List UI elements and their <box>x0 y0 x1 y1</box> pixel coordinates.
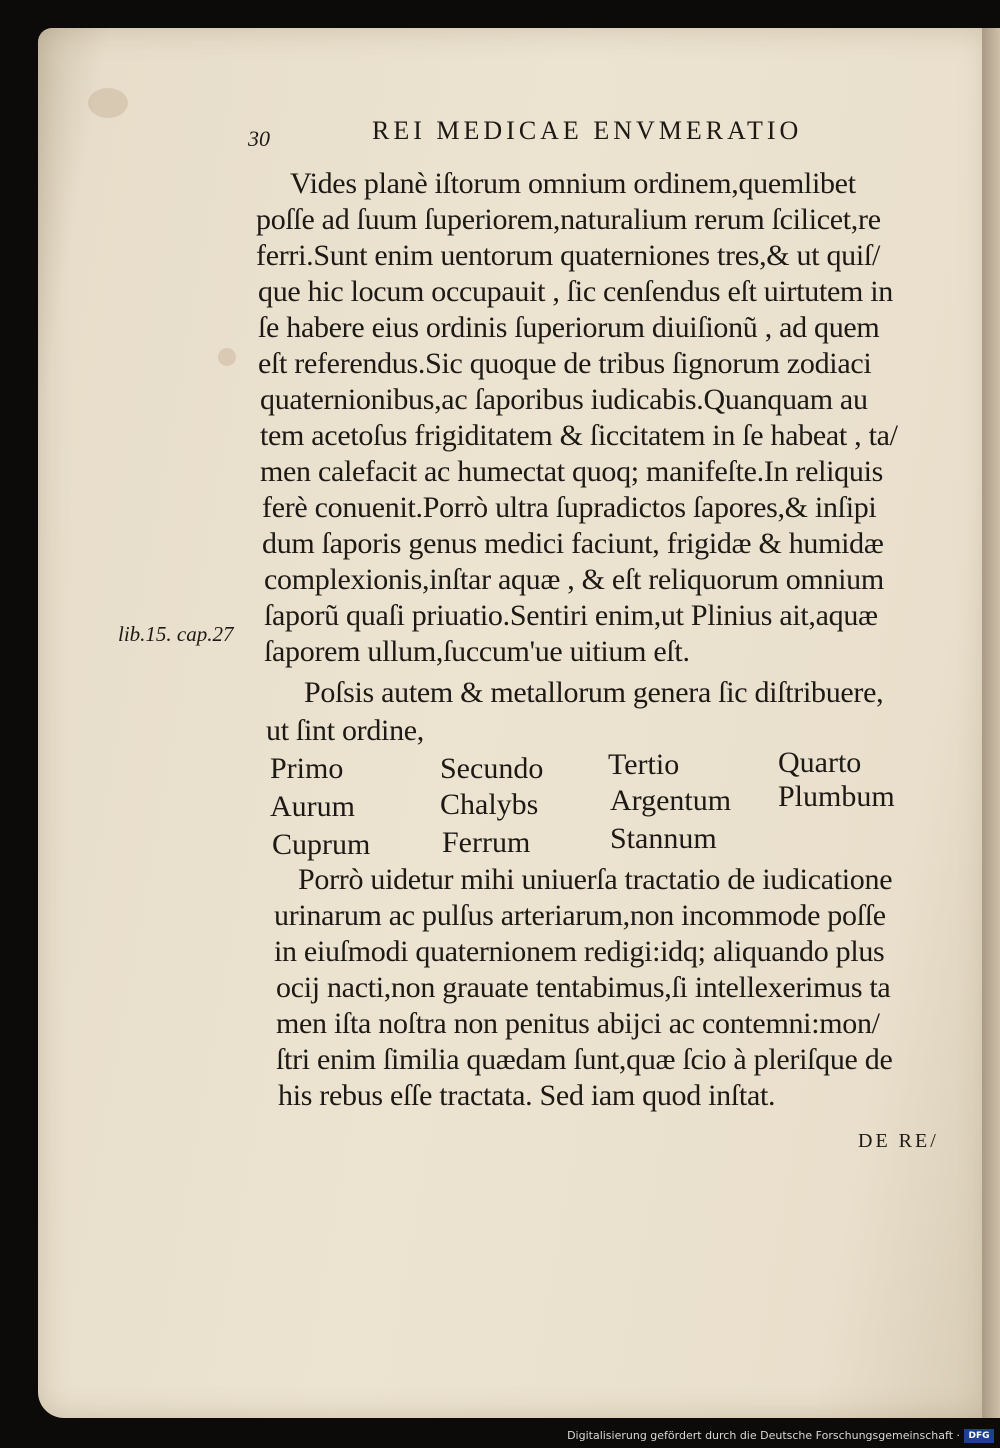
body-line: complexionis,inſtar aquæ , & eſt reliquorum omnium <box>264 563 884 596</box>
body-line: que hic locum occupauit , ſic cenſendus eſt uirtutem in <box>258 275 893 308</box>
body-line: men calefacit ac humectat quoq; manifeſte.In reliquis <box>260 455 883 488</box>
body-line: ut ſint ordine, <box>266 714 424 747</box>
paper-stain <box>218 348 236 366</box>
table-header: Secundo <box>440 752 544 785</box>
body-line: Porrò uidetur mihi uniuerſa tractatio de iudicatione <box>298 863 893 896</box>
footer-bar <box>0 1422 1000 1448</box>
body-line: Vides planè iſtorum omnium ordinem,quemlibet <box>290 167 856 200</box>
table-cell: Stannum <box>610 822 717 855</box>
body-line: in eiuſmodi quaternionem redigi:idq; aliquando plus <box>274 935 885 968</box>
table-cell: Chalybs <box>440 788 539 821</box>
body-line: his rebus eſſe tractata. Sed iam quod inſtat. <box>278 1079 776 1112</box>
body-line: eſt referendus.Sic quoque de tribus ſignorum zodiaci <box>258 347 872 380</box>
page-edge <box>982 28 1000 1418</box>
body-line: poſſe ad ſuum ſuperiorem,naturalium rerum ſcilicet,re <box>256 203 881 236</box>
catchword: DE RE/ <box>858 1130 939 1152</box>
margin-note: lib.15. cap.27 <box>118 622 234 646</box>
running-head: REI MEDICAE ENVMERATIO <box>372 116 803 145</box>
table-cell: Cuprum <box>272 828 371 861</box>
body-line: ocij nacti,non grauate tentabimus,ſi intellexerimus ta <box>276 971 891 1004</box>
paper-stain <box>88 88 128 118</box>
table-cell: Plumbum <box>778 780 895 813</box>
table-header: Tertio <box>608 748 680 781</box>
table-header: Primo <box>270 752 344 785</box>
body-line: ferè conuenit.Porrò ultra ſupradictos ſapores,& inſipi <box>262 491 877 524</box>
body-line: quaternionibus,ac ſaporibus iudicabis.Quanquam au <box>260 383 868 416</box>
table-cell: Aurum <box>270 790 355 823</box>
body-line: ſtri enim ſimilia quædam ſunt,quæ ſcio à pleriſque de <box>276 1043 893 1076</box>
body-line: dum ſaporis genus medici faciunt, frigidæ & humidæ <box>262 527 884 560</box>
body-line: ſaporem ullum,ſuccum'ue uitium eſt. <box>264 635 690 668</box>
body-line: ferri.Sunt enim uentorum quaterniones tres,& ut quiſ/ <box>256 239 880 272</box>
body-line: urinarum ac pulſus arteriarum,non incommode poſſe <box>274 899 886 932</box>
page-number: 30 <box>248 126 270 151</box>
body-line: ſe habere eius ordinis ſuperiorum diuiſionũ , ad quem <box>258 311 880 344</box>
table-cell: Argentum <box>610 784 732 817</box>
body-line: men iſta noſtra non penitus abijci ac contemni:mon/ <box>276 1007 880 1040</box>
body-line: ſaporũ quaſi priuatio.Sentiri enim,ut Plinius ait,aquæ <box>264 599 878 632</box>
body-line: tem acetoſus frigiditatem & ſiccitatem in ſe habeat , ta/ <box>260 419 898 452</box>
table-header: Quarto <box>778 746 862 779</box>
dfg-logo-icon: DFG <box>964 1429 994 1443</box>
footer-credit: Digitalisierung gefördert durch die Deutsche Forschungsgemeinschaft · <box>567 1429 960 1442</box>
table-cell: Ferrum <box>442 826 531 859</box>
body-line: Poſsis autem & metallorum genera ſic diſtribuere, <box>304 676 884 709</box>
